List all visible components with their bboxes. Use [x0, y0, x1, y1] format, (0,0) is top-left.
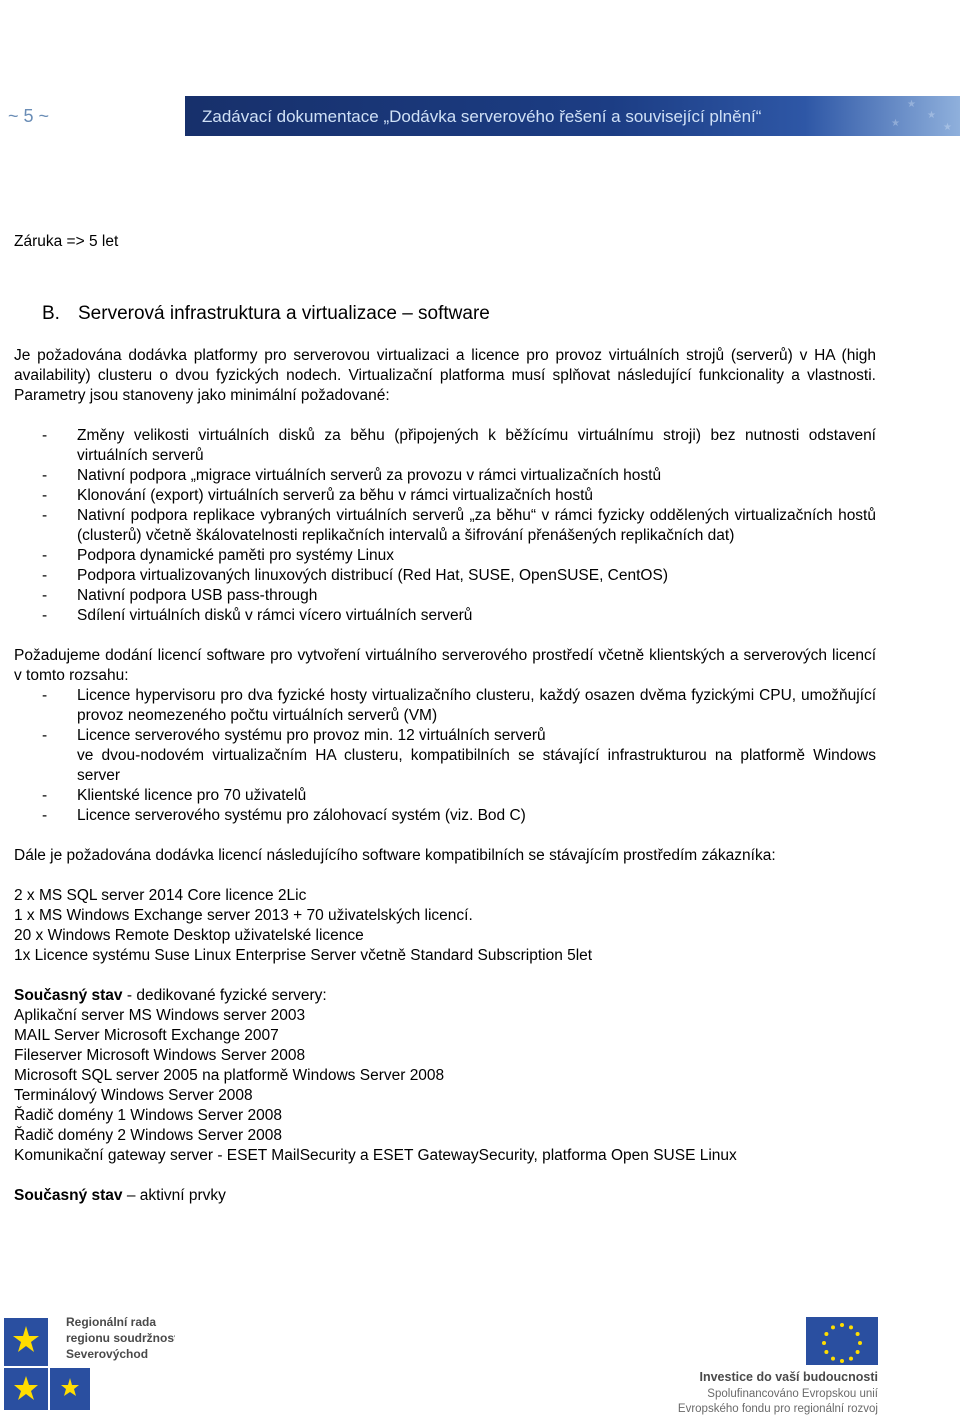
server-item: MAIL Server Microsoft Exchange 2007 [14, 1027, 279, 1044]
server-item: Microsoft SQL server 2005 na platformě Windows Server 2008 [14, 1067, 445, 1084]
section-heading [14, 302, 876, 326]
document-title: Zadávací dokumentace „Dodávka serverového řešení a související plnění“ [202, 107, 762, 126]
warranty-line: Záruka => 5 let [14, 233, 119, 250]
software-item: 1 x MS Windows Exchange server 2013 + 70 uživatelských licencí. [14, 907, 473, 924]
left-logo-line: regionu soudržnosti [66, 1331, 175, 1345]
right-logo-line: Investice do vaší budoucnosti [699, 1370, 878, 1384]
header-stars-decoration: ★ ★ ★ ★ [891, 99, 952, 133]
list-item: - Licence hypervisoru pro dva fyzické hosty virtualizačního clusteru, každý osazen dvěma fyzickými CPU, umožňující provoz neomezeného počtu virtuálních serverů (VM) [42, 687, 876, 724]
server-item: Řadič domény 1 Windows Server 2008 [14, 1107, 282, 1124]
regional-council-emblem-icon [0, 1312, 175, 1415]
current-active-heading: Současný stav – aktivní prvky [14, 1187, 226, 1204]
list-item: - Licence serverového systému pro provoz min. 12 virtuálních serverů ve dvou-nodovém virtualizačním HA clusteru, kompatibilních se stávající infrastrukturou na platformě Windows server [42, 727, 876, 784]
section-number: B. [42, 303, 60, 324]
page-number: ~ 5 ~ [8, 106, 50, 126]
software-item: 1x Licence systému Suse Linux Enterprise Server včetně Standard Subscription 5let [14, 947, 593, 964]
server-item: Komunikační gateway server - ESET MailSecurity a ESET GatewaySecurity, platforma Open SUSE Linux [14, 1147, 737, 1164]
intro-paragraph: Je požadována dodávka platformy pro serverovou virtualizaci a licence pro provoz virtuálních strojů (serverů) v HA (high availability) clusteru o dvou fyzických nodech. Virtualizační platforma musí splňovat následující funkcionality a vlastnosti. Parametry jsou stanoveny jako minimální požadované: [14, 347, 876, 404]
server-item: Fileserver Microsoft Windows Server 2008 [14, 1047, 306, 1064]
licences-list [14, 686, 876, 826]
server-item: Terminálový Windows Server 2008 [14, 1087, 253, 1104]
current-servers-heading: Současný stav - dedikované fyzické servery: [14, 987, 327, 1004]
list-item: - Klonování (export) virtuálních serverů za běhu v rámci virtualizačních hostů [42, 487, 594, 504]
list-item: - Nativní podpora replikace vybraných virtuálních serverů „za běhu“ v rámci fyzicky oddělených virtualizačních hostů (clusterů) včetně škálovatelnosti replikačních intervalů a šifrování přenášených replikačních dat) [42, 507, 876, 544]
list-item: - Nativní podpora „migrace virtuálních serverů za provozu v rámci virtualizačních hostů [42, 467, 662, 484]
left-logo-line: Severovýchod [66, 1347, 149, 1361]
regional-council-logo [0, 1312, 175, 1415]
list-item: - Změny velikosti virtuálních disků za běhu (připojených k běžícímu virtuálnímu stroji) bez nutnosti odstavení virtuálních serverů [42, 427, 876, 464]
software-intro: Dále je požadována dodávka licencí následujícího software kompatibilních se stávajícím prostředím zákazníka: [14, 847, 776, 864]
header-band [185, 96, 960, 136]
list-item: - Podpora virtualizovaných linuxových distribucí (Red Hat, SUSE, OpenSUSE, CentOS) [42, 567, 668, 584]
section-title: Serverová infrastruktura a virtualizace – software [78, 303, 490, 324]
page-content [14, 232, 876, 1206]
server-item: Aplikační server MS Windows server 2003 [14, 1007, 306, 1024]
server-item: Řadič domény 2 Windows Server 2008 [14, 1127, 282, 1144]
software-item: 20 x Windows Remote Desktop uživatelské licence [14, 927, 364, 944]
list-item: - Nativní podpora USB pass-through [42, 587, 318, 604]
software-item: 2 x MS SQL server 2014 Core licence 2Lic [14, 887, 307, 904]
right-logo-line: Spolufinancováno Evropskou unií [707, 1388, 878, 1400]
features-list [14, 426, 876, 626]
licence-continuation: ve dvou-nodovém virtualizačním HA clusteru, kompatibilních se stávající infrastrukturou na platformě Windows server [77, 747, 876, 784]
eu-flag-icon [676, 1315, 960, 1415]
eu-fund-logo [676, 1315, 960, 1415]
list-item: - Klientské licence pro 70 uživatelů [42, 787, 307, 804]
licences-intro: Požadujeme dodání licencí software pro vytvoření virtuálního serverového prostředí včetně klientských a serverových licencí v tomto rozsahu: [14, 647, 876, 684]
list-item: - Sdílení virtuálních disků v rámci vícero virtuálních serverů [42, 607, 473, 624]
list-item: - Podpora dynamické paměti pro systémy Linux [42, 547, 395, 564]
right-logo-line: z Evropského fondu pro regionální rozvoj [676, 1403, 878, 1415]
list-item: - Licence serverového systému pro zálohovací systém (viz. Bod C) [42, 807, 526, 824]
left-logo-line: Regionální rada [66, 1315, 157, 1329]
